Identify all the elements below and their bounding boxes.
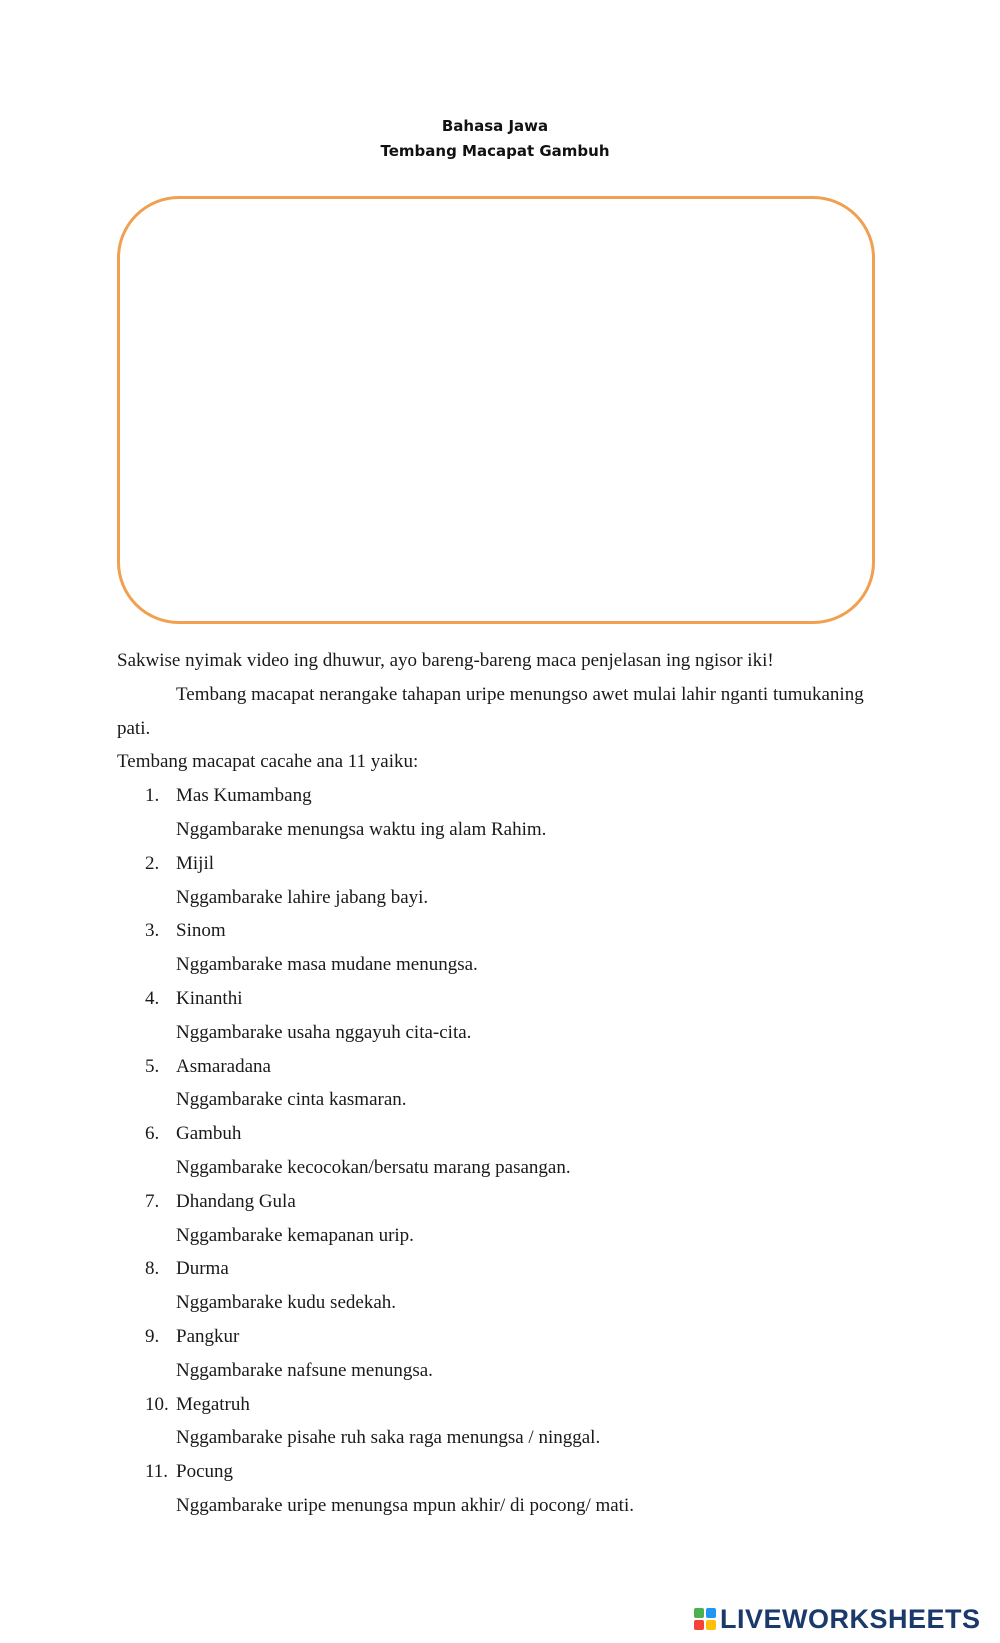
macapat-item-description: Nggambarake nafsune menungsa. <box>176 1359 433 1381</box>
macapat-item-number: 11. <box>145 1461 169 1483</box>
page-title: Tembang Macapat Gambuh <box>380 142 610 160</box>
macapat-item-name: Mijil <box>176 852 215 874</box>
macapat-item-number: 7. <box>145 1190 160 1212</box>
macapat-item-description: Nggambarake cinta kasmaran. <box>176 1089 407 1111</box>
macapat-item-description: Nggambarake usaha nggayuh cita-cita. <box>176 1021 472 1043</box>
macapat-item-name: Megatruh <box>176 1393 250 1415</box>
macapat-item <box>117 1455 877 1523</box>
macapat-item-description: Nggambarake lahire jabang bayi. <box>176 886 429 908</box>
macapat-item-number: 5. <box>145 1055 160 1077</box>
macapat-item-name: Pangkur <box>176 1325 240 1347</box>
macapat-item <box>117 1388 877 1456</box>
document-header <box>0 114 1000 164</box>
macapat-item <box>117 1185 877 1253</box>
macapat-item-number: 10. <box>145 1393 169 1415</box>
macapat-item <box>117 1252 877 1320</box>
macapat-item-number: 6. <box>145 1123 160 1145</box>
liveworksheets-logo-icon <box>694 1608 716 1630</box>
macapat-item-number: 2. <box>145 852 160 874</box>
macapat-item <box>117 1117 877 1185</box>
intro-paragraph: Tembang macapat nerangake tahapan uripe menungso awet mulai lahir nganti tumukaning pati. <box>117 683 864 739</box>
macapat-item-name: Pocung <box>176 1461 233 1483</box>
macapat-item-name: Kinanthi <box>176 987 243 1009</box>
macapat-item-description: Nggambarake kecocokan/bersatu marang pasangan. <box>176 1156 571 1178</box>
macapat-item <box>117 1320 877 1388</box>
macapat-list <box>117 779 877 1523</box>
macapat-item-name: Sinom <box>176 920 226 942</box>
macapat-item-description: Nggambarake kudu sedekah. <box>176 1292 397 1314</box>
logo-square-yellow <box>706 1620 716 1630</box>
macapat-item-description: Nggambarake masa mudane menungsa. <box>176 954 478 976</box>
subject-title: Bahasa Jawa <box>441 117 549 135</box>
document-body <box>117 644 877 1523</box>
macapat-item-description: Nggambarake uripe menungsa mpun akhir/ di pocong/ mati. <box>176 1494 634 1516</box>
macapat-item-name: Asmaradana <box>176 1055 271 1077</box>
video-placeholder-frame[interactable] <box>117 196 875 624</box>
macapat-item-description: Nggambarake pisahe ruh saka raga menungsa / ninggal. <box>176 1427 601 1449</box>
macapat-item <box>117 982 877 1050</box>
macapat-item-name: Mas Kumambang <box>176 785 312 807</box>
macapat-item-name: Gambuh <box>176 1123 242 1145</box>
macapat-item-description: Nggambarake kemapanan urip. <box>176 1224 414 1246</box>
logo-square-red <box>694 1620 704 1630</box>
brand-name: LIVEWORKSHEETS <box>720 1603 981 1634</box>
instruction-text: Sakwise nyimak video ing dhuwur, ayo bareng-bareng maca penjelasan ing ngisor iki! <box>117 650 774 671</box>
list-intro: Tembang macapat cacahe ana 11 yaiku: <box>117 751 419 773</box>
liveworksheets-logo[interactable] <box>694 1603 981 1635</box>
macapat-item-number: 3. <box>145 920 160 942</box>
macapat-item <box>117 914 877 982</box>
logo-square-green <box>694 1608 704 1618</box>
macapat-item-number: 9. <box>145 1325 160 1347</box>
macapat-item <box>117 1050 877 1118</box>
macapat-item-number: 4. <box>145 987 160 1009</box>
macapat-item-number: 1. <box>145 785 160 807</box>
logo-square-blue <box>706 1608 716 1618</box>
macapat-item-name: Dhandang Gula <box>176 1190 296 1212</box>
macapat-item-description: Nggambarake menungsa waktu ing alam Rahim. <box>176 818 547 840</box>
macapat-item-name: Durma <box>176 1258 229 1280</box>
macapat-item-number: 8. <box>145 1258 160 1280</box>
macapat-item <box>117 847 877 915</box>
macapat-item <box>117 779 877 847</box>
